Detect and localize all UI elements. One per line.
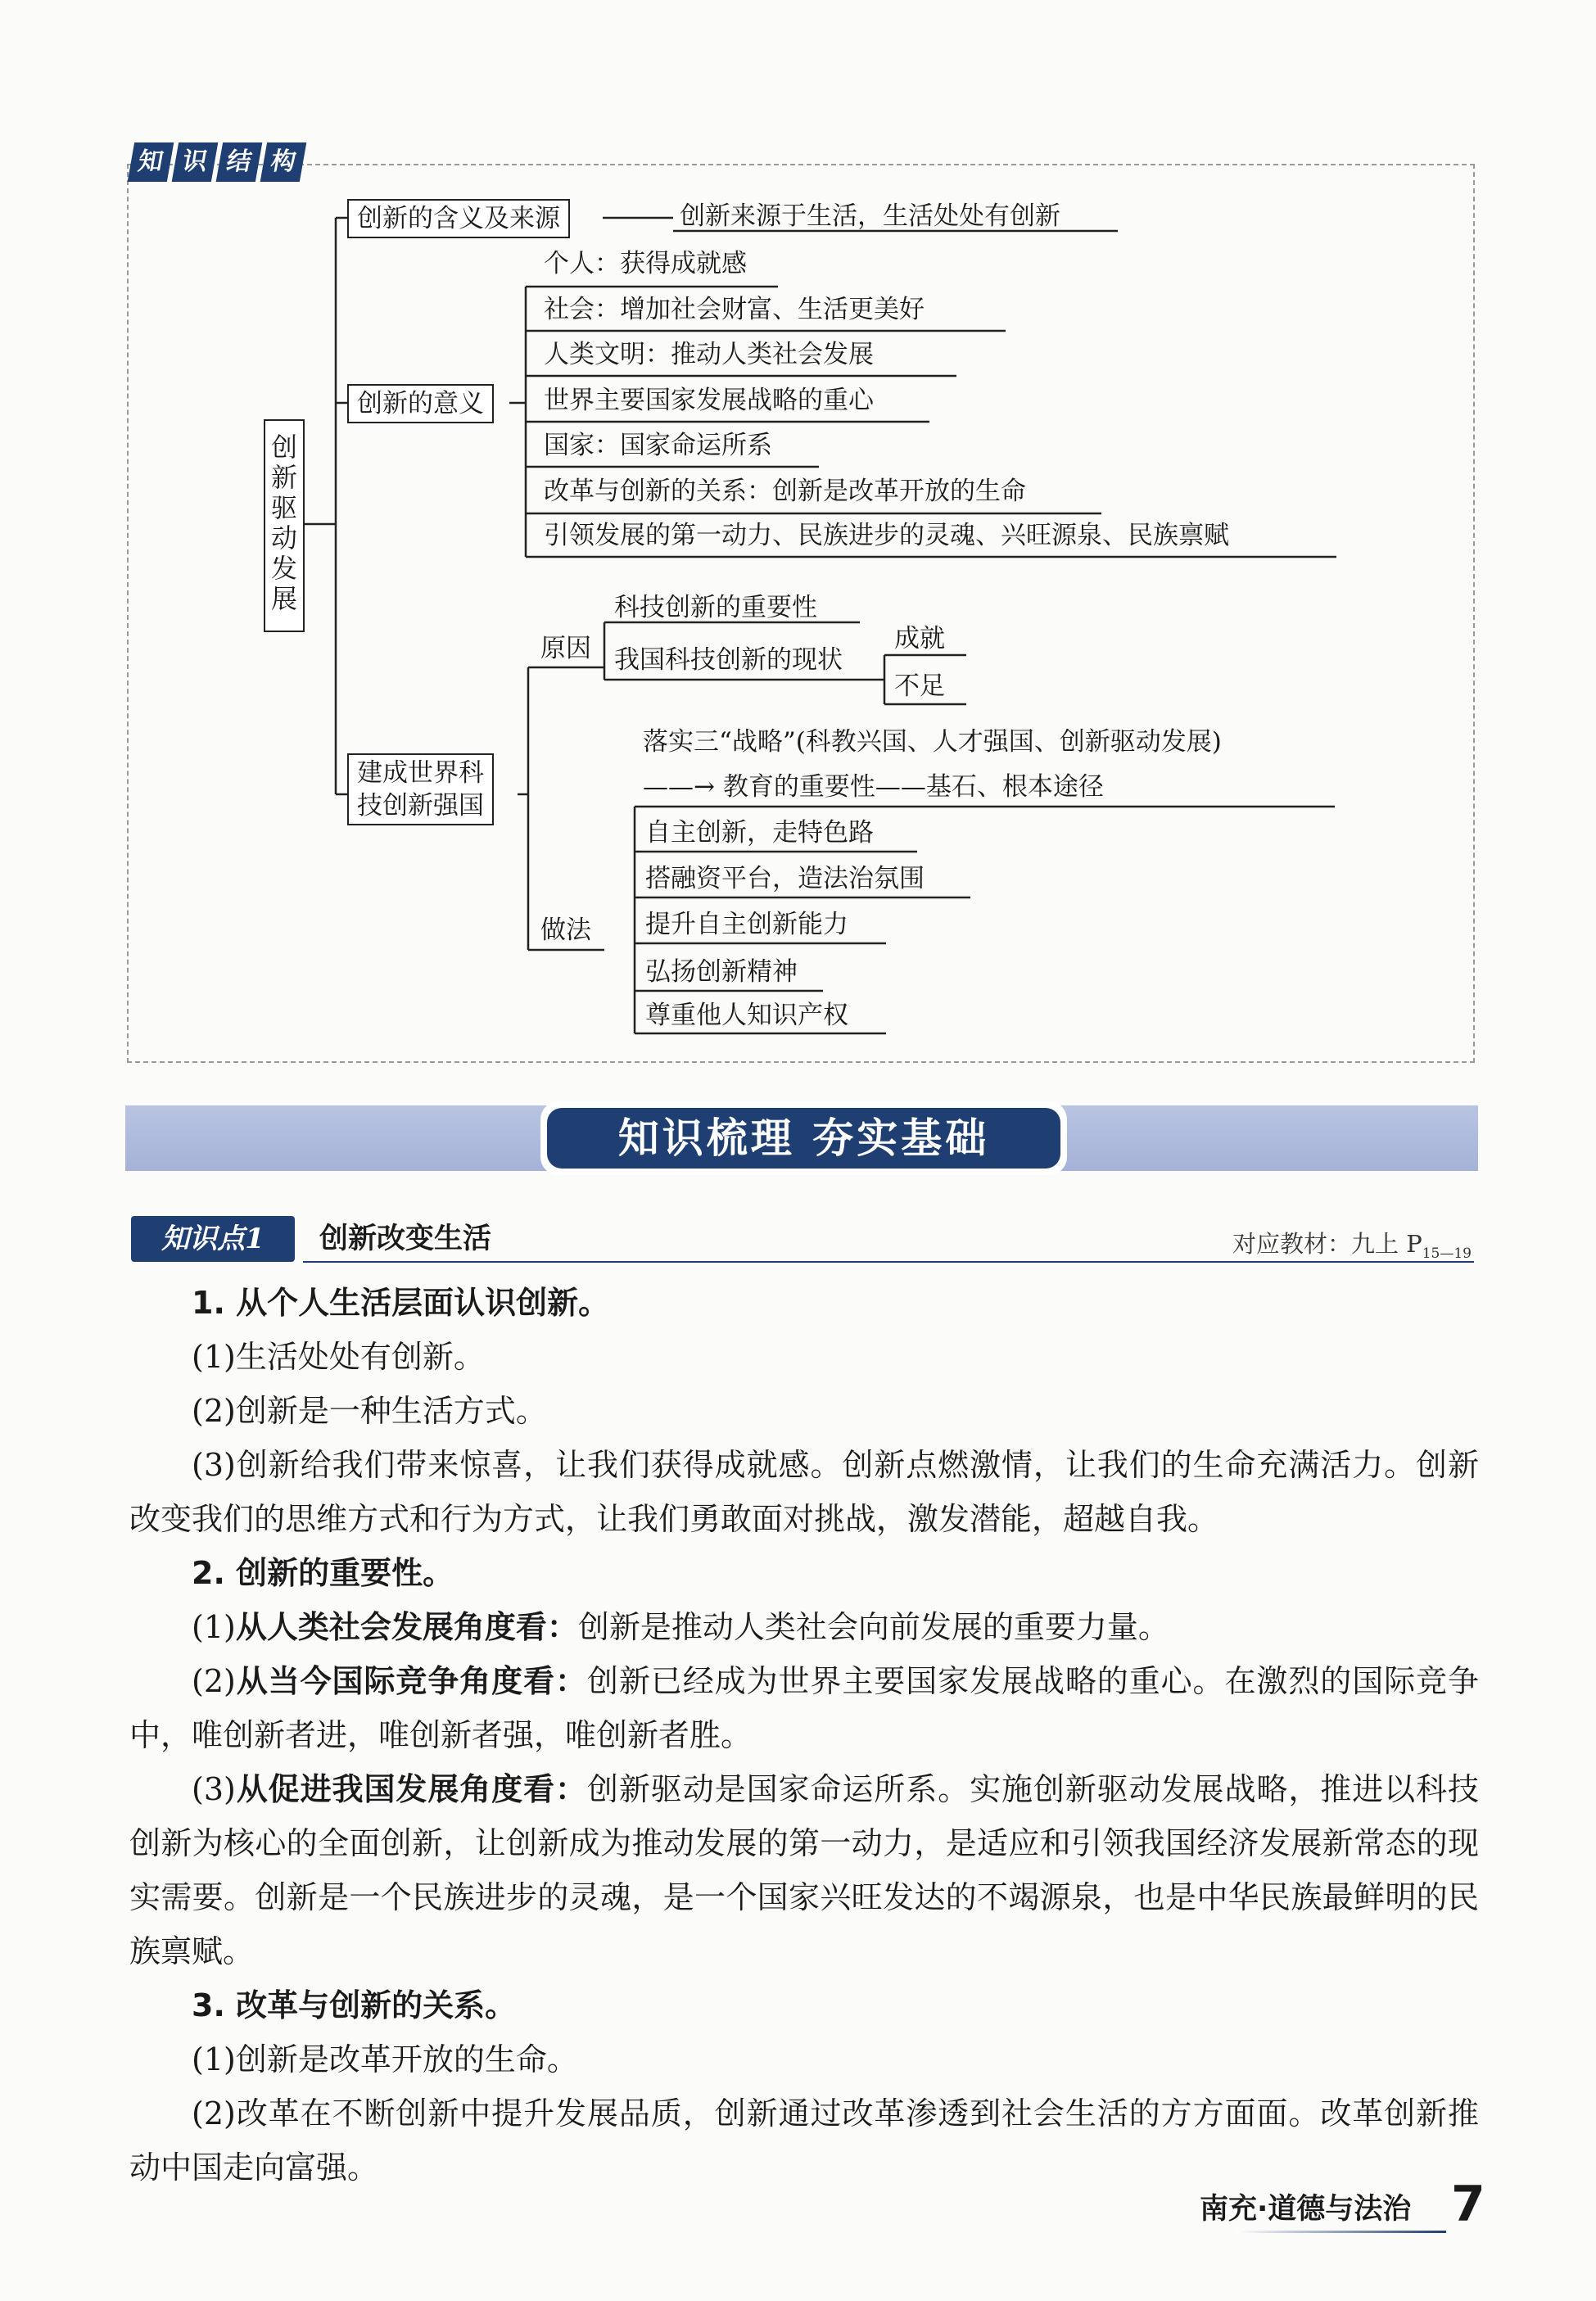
reason-item: 科技创新的重要性 xyxy=(614,593,817,622)
method-label: 做法 xyxy=(540,915,591,945)
paragraph: (2)创新是一种生活方式。 xyxy=(192,1393,547,1429)
tag-char: 知 xyxy=(128,142,174,182)
reason-sub: 成就 xyxy=(894,624,945,653)
significance-item: 个人：获得成就感 xyxy=(544,249,747,278)
reason-item: 我国科技创新的现状 xyxy=(614,645,843,675)
branch-build-power-line1: 建成世界科 xyxy=(357,758,484,788)
tag-char: 识 xyxy=(172,142,218,182)
paragraph-emphasis: 从促进我国发展角度看： xyxy=(235,1771,587,1807)
method-item: 尊重他人知识产权 xyxy=(645,1001,848,1030)
paragraph-emphasis: 从当今国际竞争角度看： xyxy=(235,1663,587,1699)
section-banner-title: 知识梳理 夯实基础 xyxy=(547,1108,1060,1169)
paragraph-emphasis: 从人类社会发展角度看： xyxy=(235,1609,578,1645)
paragraph-number: (1) xyxy=(192,1609,236,1645)
method-item: 自主创新，走特色路 xyxy=(645,818,874,848)
paragraph: (1)生活处处有创新。 xyxy=(192,1339,485,1375)
textbook-reference xyxy=(1232,1226,1472,1262)
branch-build-power xyxy=(347,753,494,825)
paragraph: (2)改革在不断创新中提升发展品质，创新通过改革渗透到社会生活的方方面面。改革创新推动中国走向富强。 xyxy=(129,2095,1479,2186)
paragraph-text: 创新是推动人类社会向前发展的重要力量。 xyxy=(577,1609,1169,1645)
significance-item: 国家：国家命运所系 xyxy=(544,431,772,460)
branch-meaning-source: 创新的含义及来源 xyxy=(347,199,570,238)
section-heading: 3. 改革与创新的关系。 xyxy=(192,1987,517,2023)
branch-significance: 创新的意义 xyxy=(347,384,494,423)
significance-item: 引领发展的第一动力、民族进步的灵魂、兴旺源泉、民族禀赋 xyxy=(544,521,1229,550)
footer-underline xyxy=(1235,2231,1446,2233)
method-item: 搭融资平台，造法治氛围 xyxy=(645,864,925,893)
page-number: 7 xyxy=(1451,2176,1485,2233)
section-heading: 1. 从个人生活层面认识创新。 xyxy=(192,1285,610,1321)
method-item: 提升自主创新能力 xyxy=(645,910,848,939)
method-strategy: 落实三“战略”(科教兴国、人才强国、创新驱动发展) xyxy=(643,727,1222,757)
paragraph xyxy=(129,1762,1479,1978)
paragraph-text: 创新驱动是国家命运所系。实施创新驱动发展战略，推进以科技创新为核心的全面创新，让创新成为推动发展的第一动力，是适应和引领我国经济发展新常态的现实需要。创新是一个民族进步的灵魂，是一个国家兴旺发达的不竭源泉，也是中华民族最鲜明的民族禀赋。 xyxy=(129,1771,1479,1969)
paragraph-text: 创新已经成为世界主要国家发展战略的重心。在激烈的国际竞争中，唯创新者进，唯创新者强，唯创新者胜。 xyxy=(129,1663,1479,1753)
reason-sub: 不足 xyxy=(894,671,945,701)
mindmap-root: 创新驱动发展 xyxy=(264,419,305,632)
paragraph: (3)创新给我们带来惊喜，让我们获得成就感。创新点燃激情，让我们的生命充满活力。创新改变我们的思维方式和行为方式，让我们勇敢面对挑战，激发潜能，超越自我。 xyxy=(129,1447,1479,1537)
reason-label: 原因 xyxy=(540,634,591,663)
method-item: 弘扬创新精神 xyxy=(645,957,798,987)
knowledge-point-title: 创新改变生活 xyxy=(319,1223,492,1255)
textbook-reference-prefix: 对应教材：九上 P xyxy=(1232,1230,1422,1258)
footer-subject: 南充·道德与法治 xyxy=(1200,2193,1412,2226)
tag-char: 结 xyxy=(216,142,262,182)
paragraph: (1)创新是改革开放的生命。 xyxy=(192,2041,578,2077)
method-strategy-education: ——→ 教育的重要性——基石、根本途径 xyxy=(643,772,1104,802)
branch-build-power-line2: 技创新强国 xyxy=(357,791,484,820)
paragraph-number: (2) xyxy=(192,1663,236,1699)
paragraph xyxy=(129,1600,1479,1654)
knowledge-point-badge: 知识点1 xyxy=(131,1216,295,1262)
paragraph xyxy=(129,1654,1479,1762)
significance-item: 人类文明：推动人类社会发展 xyxy=(544,340,874,369)
section-heading: 2. 创新的重要性。 xyxy=(192,1555,454,1591)
textbook-reference-pages: 15—19 xyxy=(1422,1245,1472,1262)
significance-item: 社会：增加社会财富、生活更美好 xyxy=(544,295,925,324)
significance-item: 改革与创新的关系：创新是改革开放的生命 xyxy=(544,477,1026,506)
leaf-source: 创新来源于生活，生活处处有创新 xyxy=(680,201,1060,231)
tag-char: 构 xyxy=(260,142,306,182)
paragraph-number: (3) xyxy=(192,1771,236,1807)
significance-item: 世界主要国家发展战略的重心 xyxy=(544,386,874,415)
